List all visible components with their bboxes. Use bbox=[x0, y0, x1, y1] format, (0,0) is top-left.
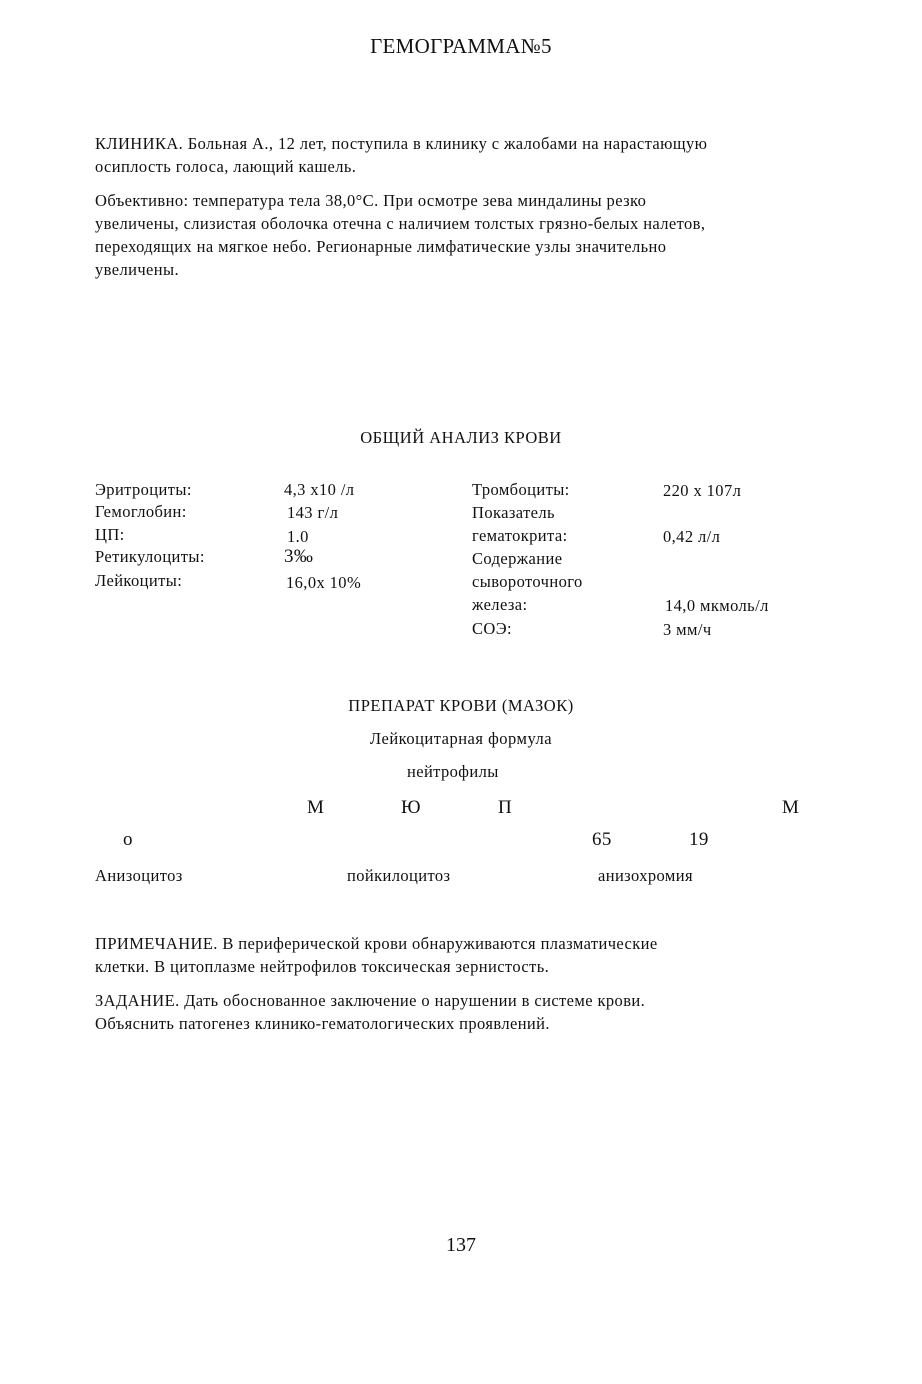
formula-value-19: 19 bbox=[689, 829, 709, 850]
serum-iron-label: сывороточного bbox=[472, 572, 583, 591]
task-paragraph bbox=[95, 989, 835, 1035]
serum-iron-value: 14,0 мкмоль/л bbox=[665, 596, 769, 615]
task-line: Объяснить патогенез клинико-гематологических проявлений. bbox=[95, 1014, 550, 1033]
objective-line: переходящих на мягкое небо. Регионарные лимфатические узлы значительно bbox=[95, 237, 667, 256]
erythrocytes-label: Эритроциты: bbox=[95, 480, 192, 499]
page-title: ГЕМОГРАММА№5 bbox=[370, 34, 552, 58]
neutrophils-label: нейтрофилы bbox=[407, 762, 499, 781]
note-line: ПРИМЕЧАНИЕ. В периферической крови обнаруживаются плазматические bbox=[95, 934, 658, 953]
reticulocytes-value: 3‰ bbox=[284, 546, 314, 567]
objective-paragraph bbox=[95, 189, 835, 281]
clinic-line: осиплость голоса, лающий кашель. bbox=[95, 157, 357, 176]
poikilocytosis-label: пойкилоцитоз bbox=[347, 866, 451, 885]
platelets-value: 220 x 107л bbox=[663, 481, 742, 500]
formula-value-65: 65 bbox=[592, 829, 612, 850]
reticulocytes-label: Ретикулоциты: bbox=[95, 547, 205, 566]
note-line: клетки. В цитоплазме нейтрофилов токсическая зернистость. bbox=[95, 957, 550, 976]
leukocytes-label: Лейкоциты: bbox=[95, 571, 183, 590]
hemoglobin-label: Гемоглобин: bbox=[95, 502, 187, 521]
cp-value: 1.0 bbox=[287, 527, 309, 546]
cp-label: ЦП: bbox=[95, 525, 125, 544]
platelets-label: Тромбоциты: bbox=[472, 480, 570, 499]
esr-value: 3 мм/ч bbox=[663, 620, 712, 639]
column-yu: Ю bbox=[401, 797, 421, 818]
leukocytes-value: 16,0x 10% bbox=[286, 573, 362, 592]
serum-iron-label: Содержание bbox=[472, 549, 563, 568]
anisochromia-label: анизохромия bbox=[598, 866, 693, 885]
leukocyte-formula-heading: Лейкоцитарная формула bbox=[369, 729, 553, 748]
serum-iron-label: железа: bbox=[472, 595, 528, 614]
column-m-monocytes: М bbox=[782, 797, 800, 818]
objective-line: увеличены. bbox=[95, 260, 179, 279]
hematocrit-value: 0,42 л/л bbox=[663, 527, 721, 546]
task-line: ЗАДАНИЕ. Дать обоснованное заключение о нарушении в системе крови. bbox=[95, 991, 646, 1010]
hematocrit-label: гематокрита: bbox=[472, 526, 568, 545]
esr-label: СОЭ: bbox=[472, 619, 512, 638]
anisocytosis-label: Анизоцитоз bbox=[95, 866, 183, 885]
hematocrit-label: Показатель bbox=[472, 503, 555, 522]
hemoglobin-value: 143 г/л bbox=[287, 503, 339, 522]
page-number: 137 bbox=[446, 1234, 476, 1256]
column-m-myelocytes: М bbox=[307, 797, 325, 818]
objective-line: Объективно: температура тела 38,0°С. При осмотре зева миндалины резко bbox=[95, 191, 647, 210]
objective-line: увеличены, слизистая оболочка отечна с наличием толстых грязно-белых налетов, bbox=[95, 214, 706, 233]
formula-value-o: о bbox=[123, 829, 133, 850]
clinic-line: КЛИНИКА. Больная А., 12 лет, поступила в клинику с жалобами на нарастающую bbox=[95, 134, 708, 153]
smear-heading: ПРЕПАРАТ КРОВИ (МАЗОК) bbox=[348, 696, 574, 715]
note-paragraph bbox=[95, 932, 835, 978]
column-p: П bbox=[498, 797, 513, 818]
clinic-paragraph bbox=[95, 132, 835, 178]
erythrocytes-value: 4,3 x10 /л bbox=[284, 480, 355, 499]
blood-analysis-heading: ОБЩИЙ АНАЛИЗ КРОВИ bbox=[360, 428, 562, 447]
